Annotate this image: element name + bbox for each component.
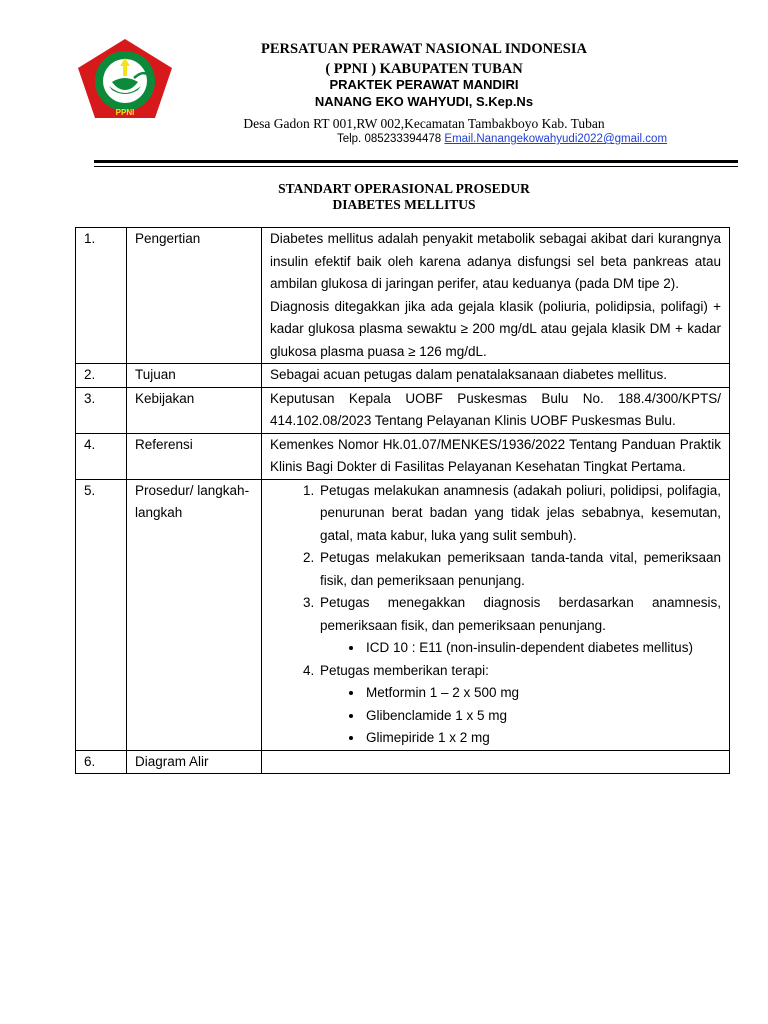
contact-line bbox=[118, 133, 768, 145]
row-label: Kebijakan bbox=[127, 387, 262, 433]
row-content bbox=[262, 750, 730, 774]
logo-ppni-text: PPNI bbox=[115, 108, 135, 117]
org-name: PERSATUAN PERAWAT NASIONAL INDONESIA bbox=[261, 41, 587, 57]
email-link[interactable]: Email.Nanangekowahyudi2022@gmail.com bbox=[444, 133, 668, 145]
content-paragraph: Sebagai acuan petugas dalam penatalaksanaan diabetes mellitus. bbox=[270, 367, 668, 382]
practice-name: PRAKTEK PERAWAT MANDIRI bbox=[329, 77, 519, 92]
practitioner-name: NANANG EKO WAHYUDI, S.Kep.Ns bbox=[314, 94, 534, 109]
step-text: Petugas memberikan terapi: bbox=[320, 662, 489, 678]
row-label: Prosedur/ langkah-langkah bbox=[127, 479, 262, 750]
header-rule-thick bbox=[94, 160, 738, 163]
row-content bbox=[262, 387, 730, 433]
table-row bbox=[76, 387, 730, 433]
phone: Telp. 085233394478 bbox=[336, 133, 442, 145]
content-paragraph: Kemenkes Nomor Hk.01.07/MENKES/1936/2022 Tentang Panduan Praktik Klinis Bagi Dokter di Fasilitas Pelayanan Kesehatan Tingkat Pertama. bbox=[270, 436, 721, 474]
step-text: Petugas melakukan pemeriksaan tanda-tanda vital, pemeriksaan fisik, dan pemeriksaan penunjang. bbox=[320, 550, 721, 588]
address: Desa Gadon RT 001,RW 002,Kecamatan Tambakboyo Kab. Tuban bbox=[243, 116, 605, 131]
content-paragraph: Diabetes mellitus adalah penyakit metabolik sebagai akibat dari kurangnya insulin efektif baik oleh karena adanya disfungsi sel beta pankreas atau ambilan glukosa di jaringan perifer, atau keduanya (pada DM tipe 2). bbox=[270, 231, 721, 291]
row-content bbox=[262, 228, 730, 364]
table-row bbox=[76, 479, 730, 750]
procedure-steps bbox=[270, 480, 721, 750]
content-paragraph: Keputusan Kepala UOBF Puskesmas Bulu No. 188.4/300/KPTS/ 414.102.08/2023 Tentang Pelayanan Klinis UOBF Puskesmas Bulu. bbox=[270, 390, 721, 428]
step-bullets bbox=[320, 637, 721, 660]
table-row bbox=[76, 228, 730, 364]
row-label: Referensi bbox=[127, 433, 262, 479]
org-region: ( PPNI ) KABUPATEN TUBAN bbox=[325, 61, 523, 77]
bullet-item: • Glimepiride 1 x 2 mg bbox=[364, 727, 721, 750]
bullet-item: • Metformin 1 – 2 x 500 mg bbox=[364, 682, 721, 705]
procedure-step bbox=[318, 480, 721, 548]
header-rule-thin bbox=[94, 166, 738, 167]
row-number: 4. bbox=[76, 433, 127, 479]
row-content bbox=[262, 479, 730, 750]
bullet-item: • ICD 10 : E11 (non-insulin-dependent diabetes mellitus) bbox=[364, 637, 721, 660]
row-number: 3. bbox=[76, 387, 127, 433]
row-number: 5. bbox=[76, 479, 127, 750]
document-title: STANDART OPERASIONAL PROSEDUR bbox=[278, 181, 530, 196]
row-label: Pengertian bbox=[127, 228, 262, 364]
row-label: Diagram Alir bbox=[127, 750, 262, 774]
step-bullets bbox=[320, 682, 721, 750]
procedure-step bbox=[318, 592, 721, 660]
table-row bbox=[76, 433, 730, 479]
procedure-step bbox=[318, 660, 721, 750]
document-subtitle: DIABETES MELLITUS bbox=[332, 197, 476, 212]
content-paragraph: Diagnosis ditegakkan jika ada gejala klasik (poliuria, polidipsia, polifagi) + kadar glukosa plasma sewaktu ≥ 200 mg/dL atau gejala klasik DM + kadar glukosa plasma puasa ≥ 126 mg/dL. bbox=[270, 298, 721, 359]
row-number: 1. bbox=[76, 228, 127, 364]
row-label: Tujuan bbox=[127, 364, 262, 388]
step-text: Petugas melakukan anamnesis (adakah poliuri, polidipsi, polifagia, penurunan berat badan yang tidak jelas sebabnya, kesemutan, gatal, mata kabur, luka yang sulit sembuh). bbox=[320, 482, 721, 543]
row-number: 2. bbox=[76, 364, 127, 388]
row-content bbox=[262, 364, 730, 388]
row-number: 6. bbox=[76, 750, 127, 774]
step-text: Petugas menegakkan diagnosis berdasarkan anamnesis, pemeriksaan fisik, dan pemeriksaan penunjang. bbox=[320, 595, 721, 633]
row-content bbox=[262, 433, 730, 479]
bullet-item: • Glibenclamide 1 x 5 mg bbox=[364, 705, 721, 728]
sop-table bbox=[75, 227, 730, 774]
procedure-step bbox=[318, 547, 721, 592]
table-row bbox=[76, 364, 730, 388]
table-row bbox=[76, 750, 730, 774]
